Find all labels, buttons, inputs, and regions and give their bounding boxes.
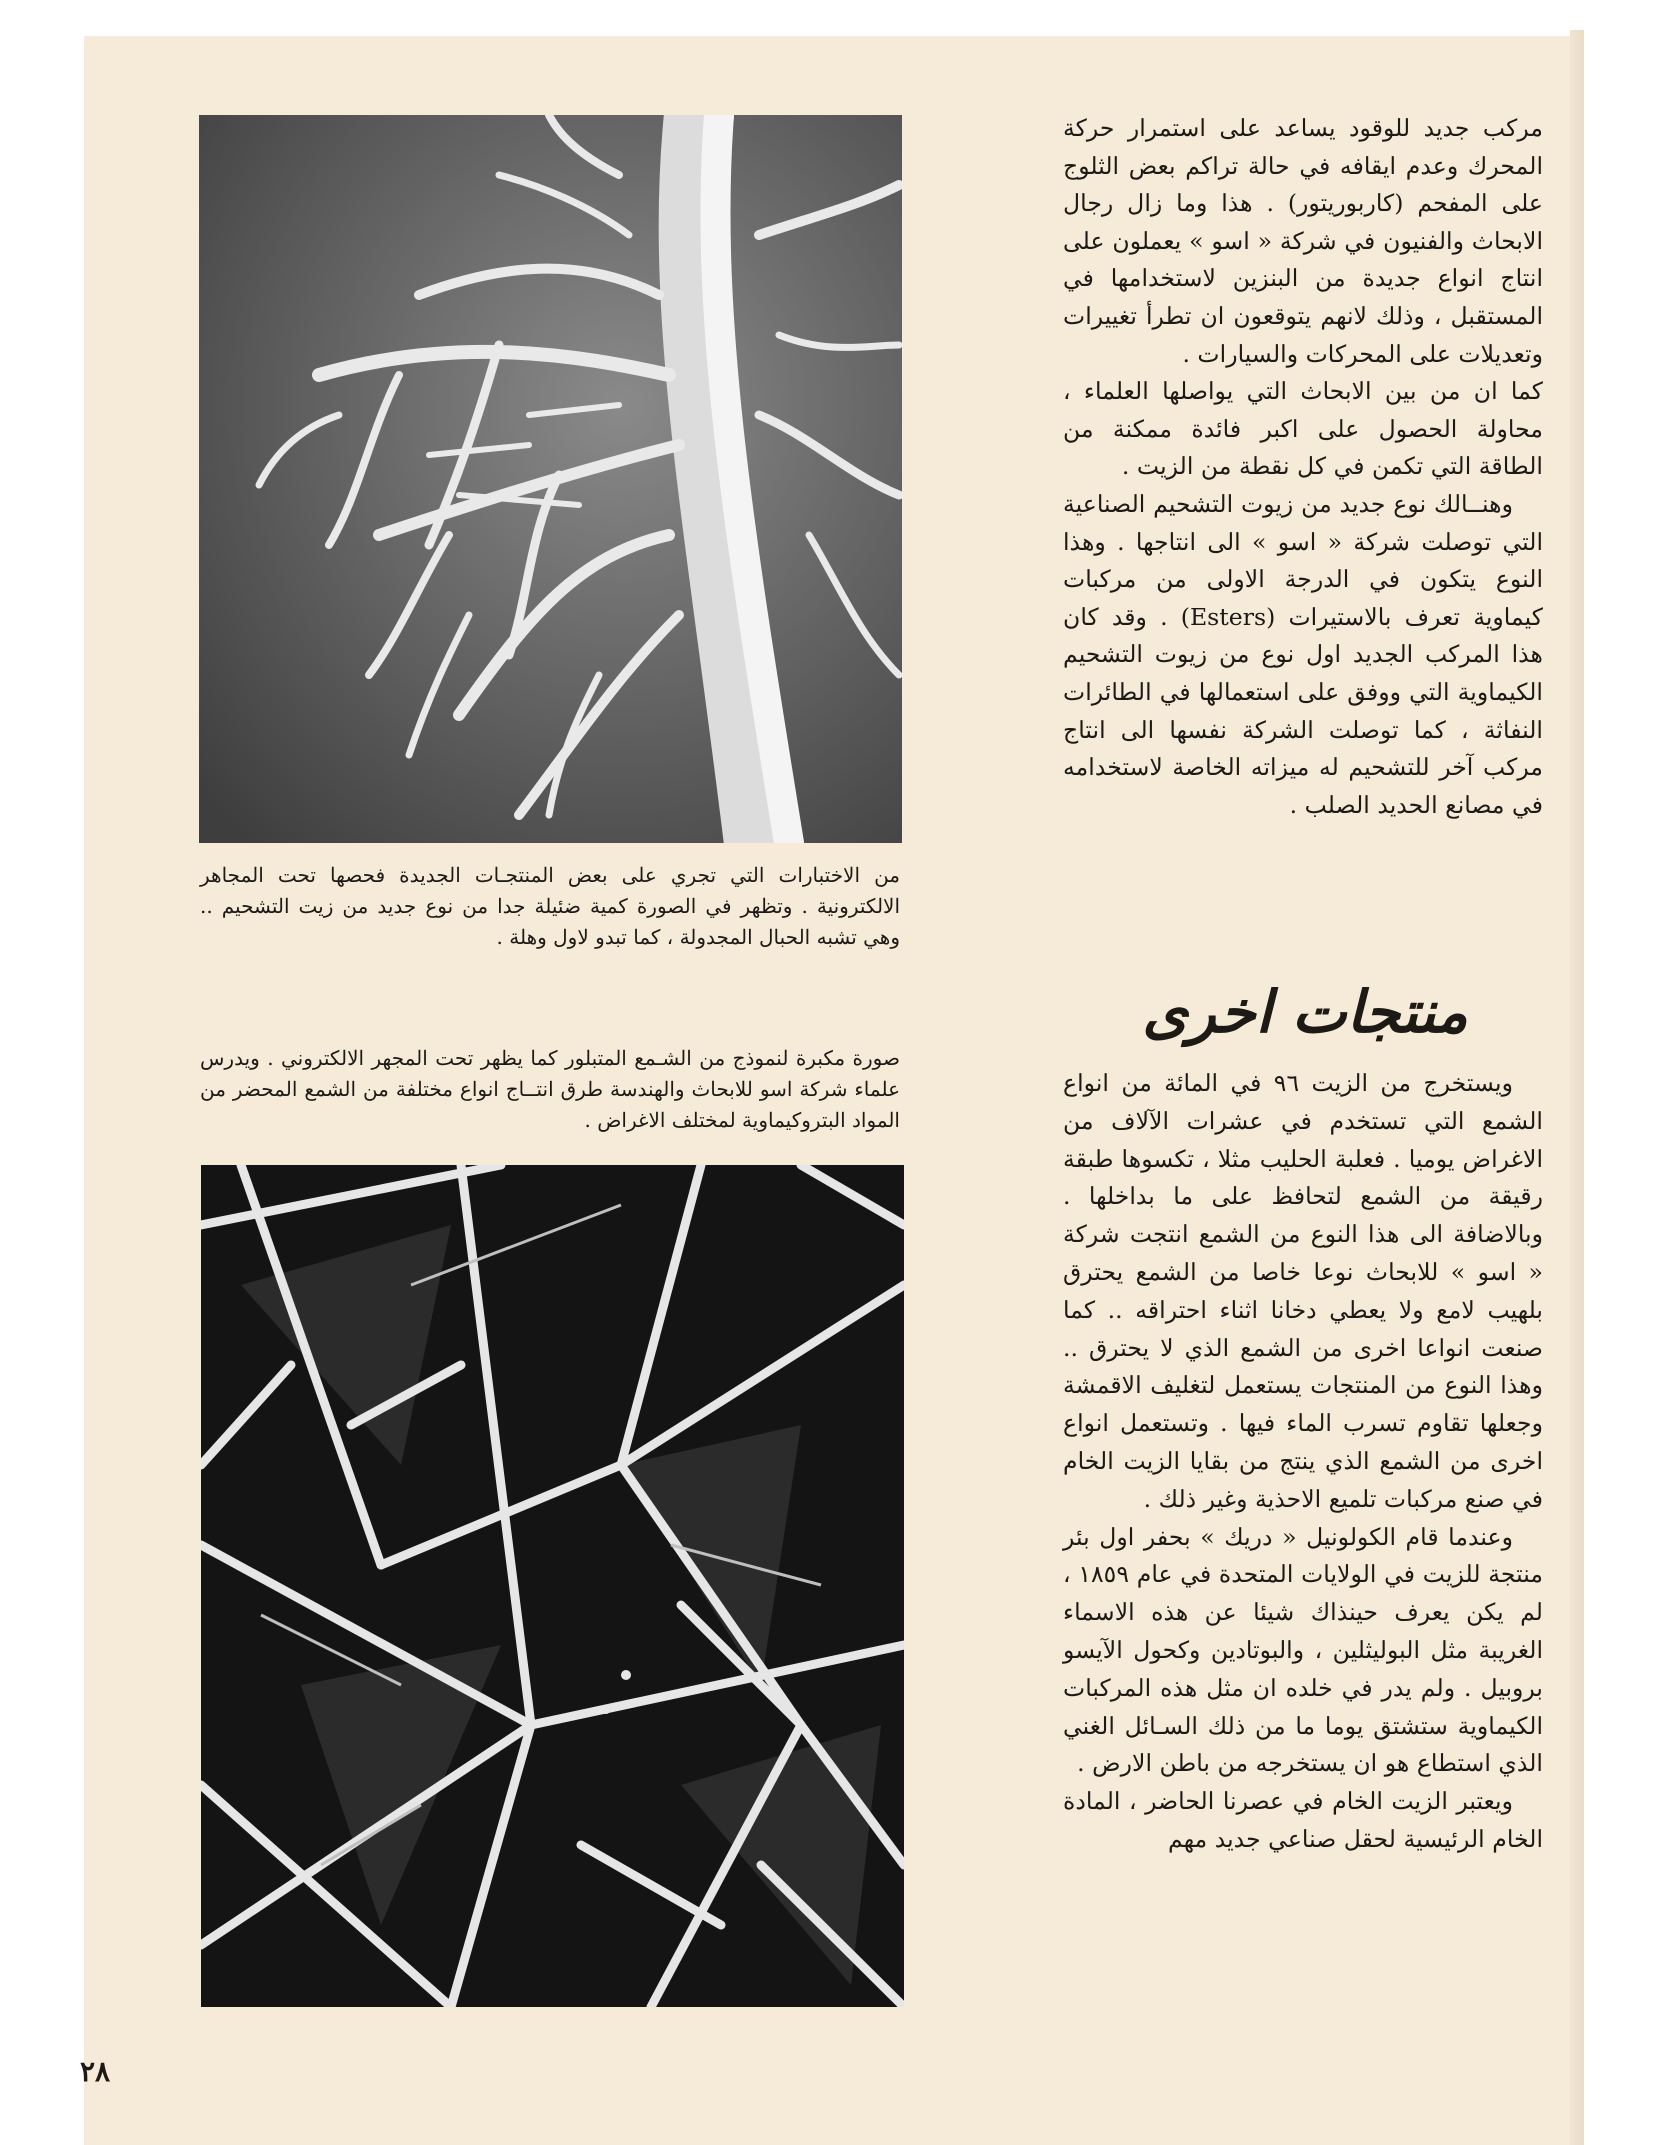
page-edge — [1570, 30, 1584, 2145]
photo2-caption: صورة مكبرة لنموذج من الشـمع المتبلور كما يظهر تحت المجهر الالكتروني . ويدرس علماء شركة اسو للابحاث والهندسة طرق انتــاج انواع مختلفة من الشمع المحضر من المواد البتروكيماوية لمختلف الاغراض . — [200, 1046, 900, 1132]
section-title-text: منتجات اخرى — [1142, 978, 1468, 1046]
grease-micrograph-photo — [199, 115, 902, 843]
page-number: ٢٨ — [80, 2055, 111, 2088]
article-paragraph: كما ان من بين الابحاث التي يواصلها العلماء ، محاولة الحصول على اكبر فائدة ممكنة من الطاقة التي تكمن في كل نقطة من الزيت . — [1063, 377, 1543, 481]
wax-crystal-micrograph-photo — [201, 1165, 904, 2007]
article-paragraph: ويستخرج من الزيت ٩٦ في المائة من انواع الشمع التي تستخدم في عشرات الآلاف من الاغراض يوميا . فعلبة الحليب مثلا ، تكسوها طبقة رقيقة من الشمع لتحافظ على ما بداخلها . وبالاضافة الى هذا النوع من الشمع انتجت شركة « اسو » للابحاث نوعا خاصا من الشمع يحترق بلهيب لامع ولا يعطي دخانا اثناء احتراقه .. كما صنعت انواعا اخرى من الشمع الذي لا يحترق .. وهذا النوع من المنتجات يستعمل لتغليف الاقمشة وجعلها تقاوم تسرب الماء فيها . وتستعمل انواع اخرى من الشمع الذي ينتج من بقايا الزيت الخام في صنع مركبات تلميع الاحذية وغير ذلك . — [1063, 1069, 1544, 1513]
article-column-top — [1063, 110, 1543, 824]
article-paragraph: وعندما قام الكولونيل « دريك » بحفر اول بئر منتجة للزيت في الولايات المتحدة في عام ١٨٥٩ ، لم يكن يعرف حينذاك شيئا عن هذه الاسماء الغريبة مثل البوليثلين ، والبوتادين وكحول الآيسو بروبيل . ولم يدر في خلده ان مثل هذه المركبات الكيماوية ستشتق يوما ما من ذلك السـائل الغني الذي استطاع هو ان يستخرجه من باطن الارض . — [1063, 1522, 1543, 1778]
article-paragraph: مركب جديد للوقود يساعد على استمرار حركة المحرك وعدم ايقافه في حالة تراكم بعض الثلوج على المفحم (كاربوريتور) . هذا وما زال رجال الابحاث والفنيون في شركة « اسو » يعملون على انتاج انواع جديدة من البنزين لاستخدامها في المستقبل ، وذلك لانهم يتوقعون ان تطرأ تغييرات وتعديلات على المحركات والسيارات . — [1063, 114, 1543, 368]
section-title — [1070, 960, 1540, 1060]
article-column-bottom — [1063, 1065, 1543, 1859]
photo1-caption: من الاختبارات التي تجري على بعض المنتجـات الجديدة فحصها تحت المجاهر الالكترونية . وتظهر في الصورة كمية ضئيلة جدا من نوع جديد من زيت التشحيم .. وهي تشبه الحبال المجدولة ، كما تبدو لاول وهلة . — [200, 863, 900, 949]
article-paragraph: وهنــالك نوع جديد من زيوت التشحيم الصناعية التي توصلت شركة « اسو » الى انتاجها . وهذا النوع يتكون في الدرجة الاولى من مركبات كيماوية تعرف بالاستيرات (Esters) . وقد كان هذا المركب الجديد اول نوع من زيوت التشحيم الكيماوية التي ووفق على استعمالها في الطائرات النفاثة ، كما توصلت الشركة نفسها الى انتاج مركب آخر للتشحيم له ميزاته الخاصة لاستخدامه في مصانع الحديد الصلب . — [1063, 489, 1543, 819]
article-paragraph: ويعتبر الزيت الخام في عصرنا الحاضر ، المادة الخام الرئيسية لحقل صناعي جديد مهم — [1063, 1787, 1543, 1853]
